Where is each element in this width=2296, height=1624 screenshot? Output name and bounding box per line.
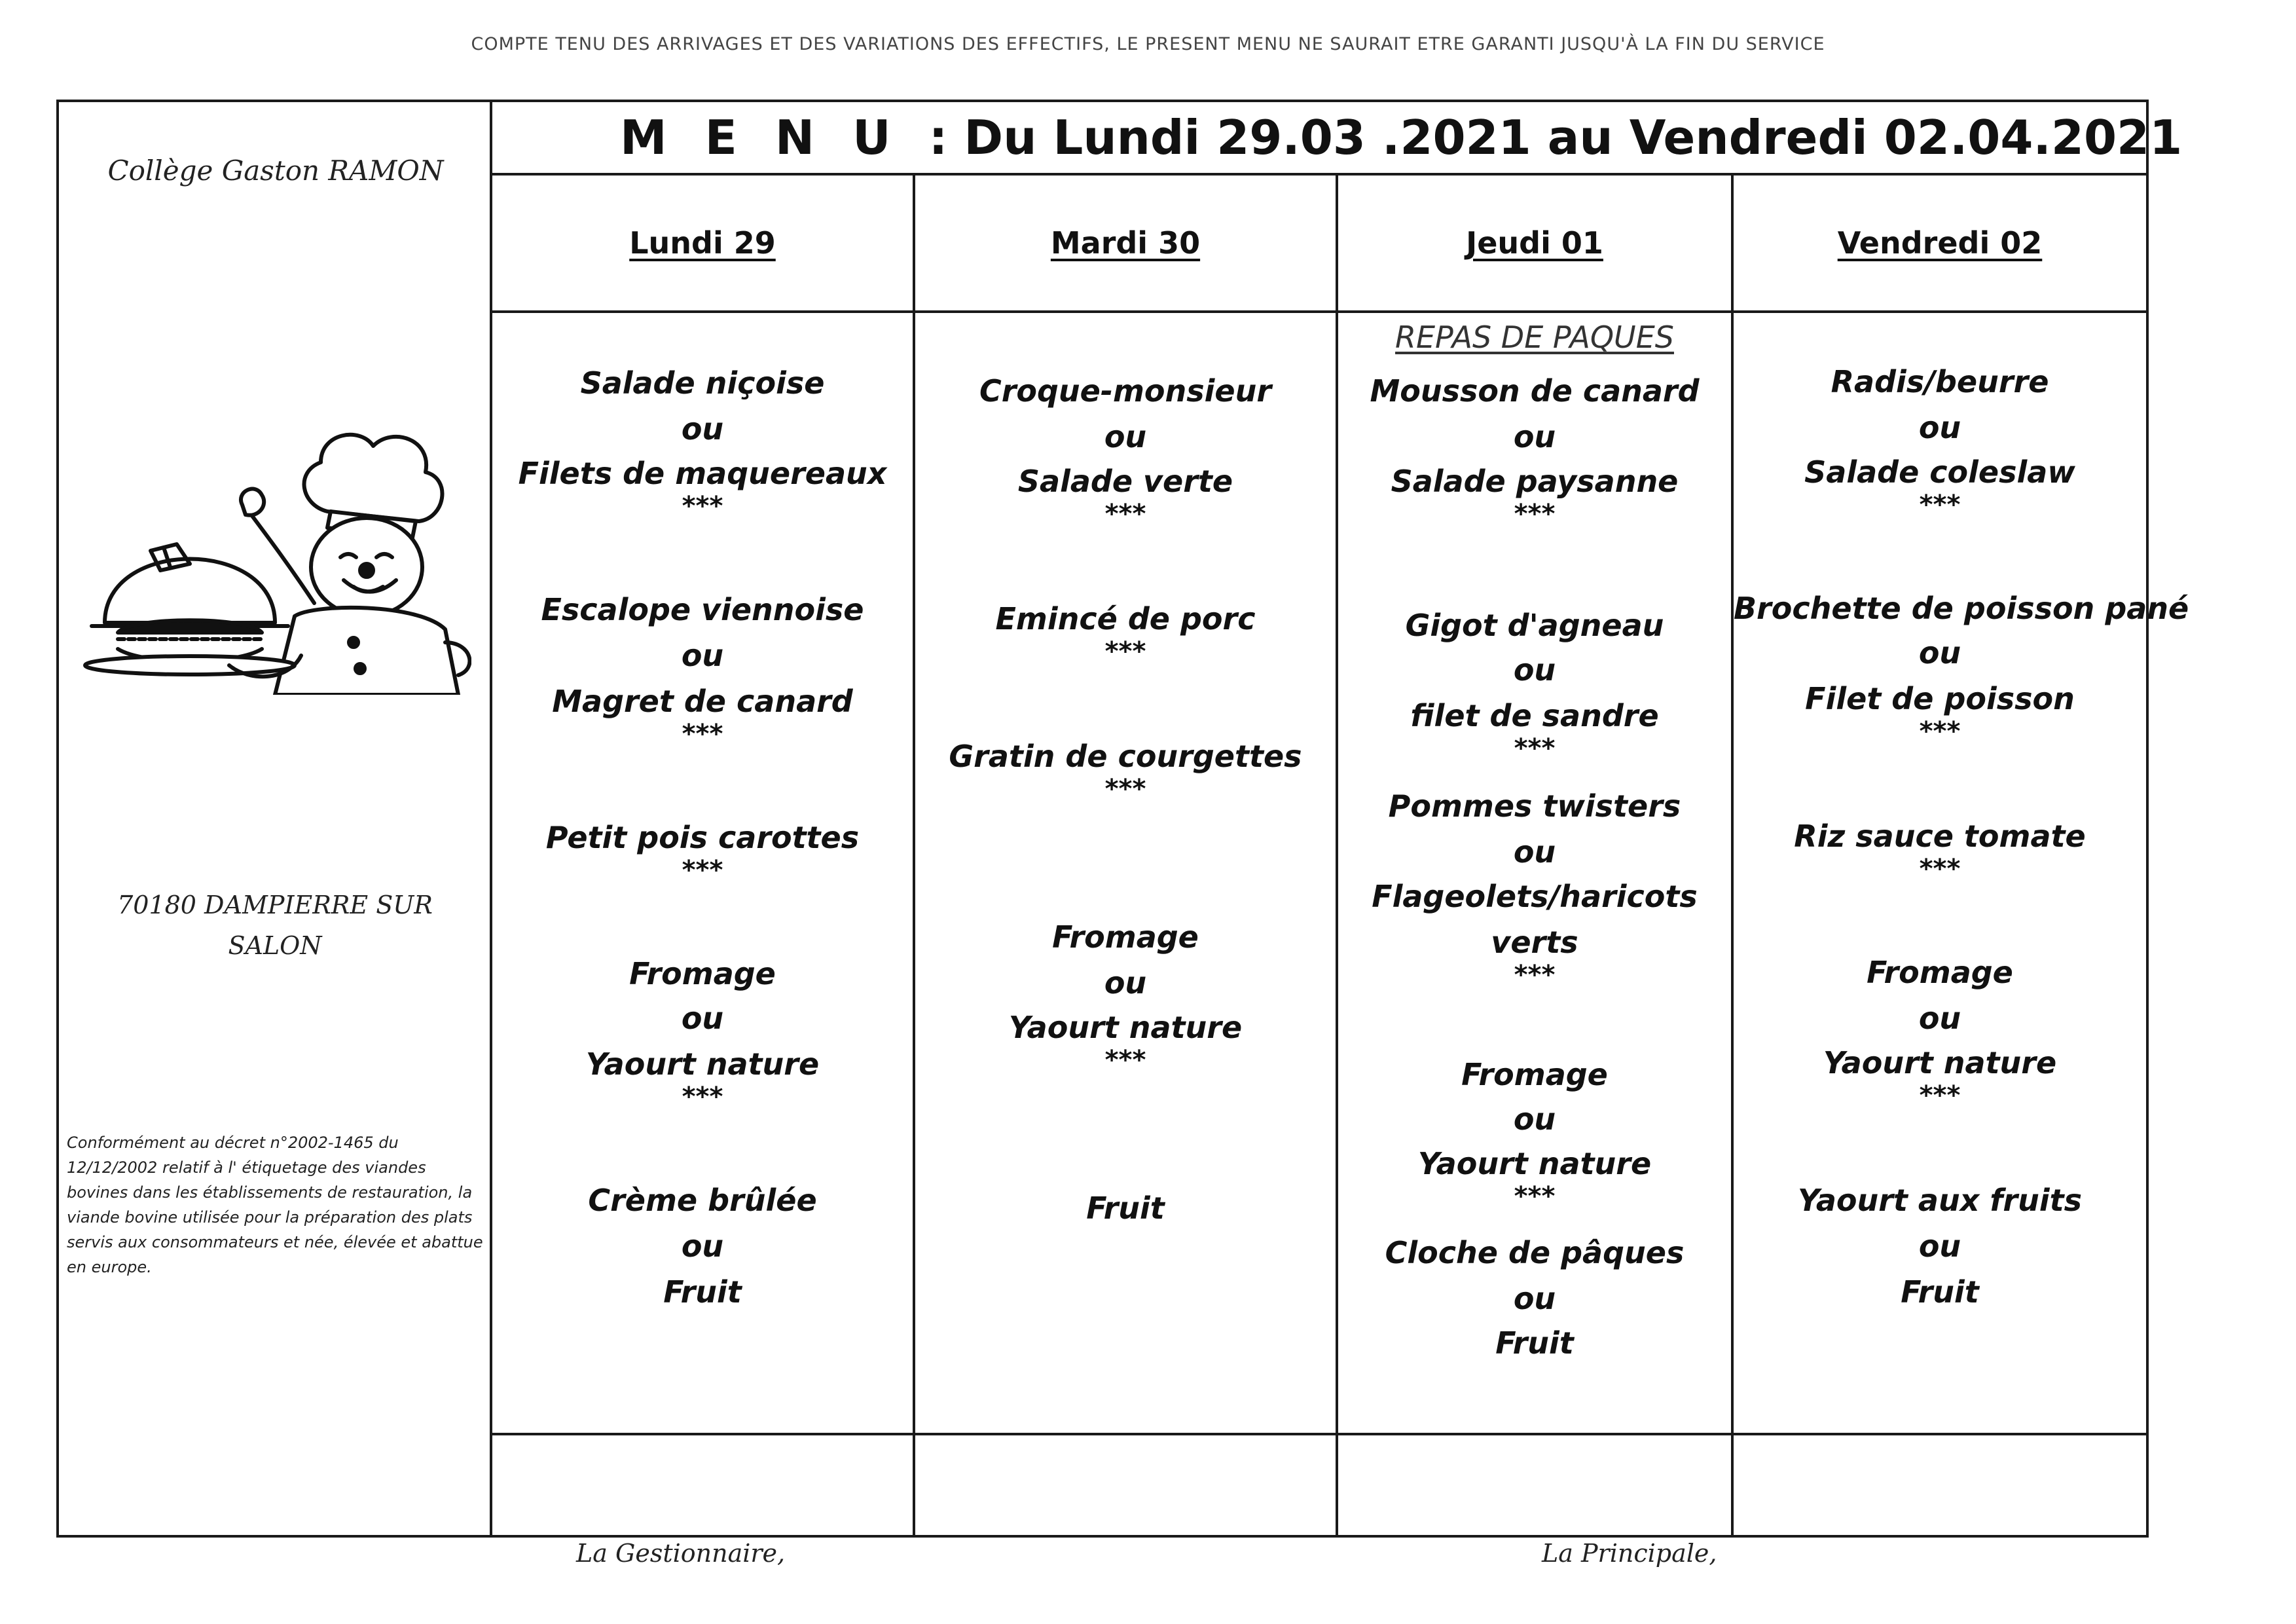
menu-item: Croque-monsieur: [979, 373, 1272, 409]
menu-item: Yaourt aux fruits: [1798, 1183, 2082, 1218]
course-separator: ***: [1514, 1181, 1556, 1211]
choice-connector: ou: [1918, 410, 1961, 445]
special-meal-label: REPAS DE PAQUES: [1395, 320, 1674, 355]
menu-item: Riz sauce tomate: [1794, 819, 2086, 854]
menu-item: Salade paysanne: [1391, 464, 1679, 499]
menu-item: Petit pois carottes: [545, 820, 860, 855]
choice-connector: ou: [681, 638, 724, 673]
menu-item: Cloche de pâques: [1385, 1235, 1685, 1270]
choice-connector: ou: [681, 411, 724, 447]
menu-item: Mousson de canard: [1370, 373, 1700, 409]
menu-item: Crème brûlée: [588, 1183, 817, 1218]
school-sidebar: [59, 102, 492, 1535]
course-separator: ***: [1919, 854, 1961, 884]
menu-item: Fromage: [1867, 955, 2013, 990]
day-items: [915, 320, 1336, 1433]
course-separator: ***: [682, 1082, 723, 1112]
empty-footer-cell: [915, 1433, 1336, 1535]
day-column-jeudi: [1338, 175, 1734, 1535]
course-separator: ***: [682, 719, 723, 749]
menu-item: Fruit: [1086, 1190, 1165, 1226]
day-name: Vendredi 02: [1837, 225, 2043, 261]
menu-item: Yaourt nature: [1823, 1045, 2057, 1080]
course-separator: ***: [1919, 1080, 1961, 1111]
menu-item: Salade niçoise: [580, 365, 825, 401]
menu-item: Salade verte: [1017, 464, 1233, 499]
chef-illustration-icon: [79, 407, 471, 695]
course-separator: ***: [1514, 499, 1556, 529]
day-column-mardi: [915, 175, 1338, 1535]
menu-title: [492, 102, 2183, 175]
menu-word: MENU: [620, 110, 929, 165]
day-items: [1338, 320, 1731, 1433]
day-header: [1338, 175, 1731, 313]
menu-item: Filets de maquereaux: [518, 456, 887, 491]
choice-connector: ou: [1104, 419, 1147, 454]
menu-item: Radis/beurre: [1831, 364, 2049, 399]
menu-item: Fruit: [663, 1274, 742, 1310]
menu-item: Escalope viennoise: [541, 592, 864, 627]
menu-item: Fromage: [1461, 1057, 1608, 1092]
menu-item: Fruit: [1495, 1325, 1574, 1361]
course-separator: ***: [1104, 774, 1146, 804]
day-header: [915, 175, 1336, 313]
menu-item: Gigot d'agneau: [1405, 608, 1664, 643]
day-header: [1734, 175, 2146, 313]
choice-connector: ou: [1513, 419, 1556, 454]
course-separator: ***: [682, 855, 723, 885]
choice-connector: ou: [1918, 1228, 1961, 1264]
empty-footer-cell: [492, 1433, 913, 1535]
menu-period: : Du Lundi 29.03 .2021 au Vendredi 02.04.2021: [928, 110, 2183, 165]
menu-item: Gratin de courgettes: [949, 739, 1302, 774]
menu-item: verts: [1491, 925, 1578, 960]
decret-notice: Conformément au décret n°2002-1465 du 12/12/2002 relatif à l' étiquetage des viandes bovines dans les établissements de restauration, la viande bovine utilisée pour la préparation des plats servis aux consommateurs et née, élevée et abattue en europe.: [67, 1134, 483, 1276]
menu-item: Pommes twisters: [1388, 788, 1681, 824]
course-separator: ***: [1514, 733, 1556, 764]
course-separator: ***: [1104, 637, 1146, 667]
menu-item: Brochette de poisson pané: [1734, 591, 2189, 626]
course-separator: ***: [1104, 1045, 1146, 1075]
empty-footer-cell: [1734, 1433, 2146, 1535]
menu-item: Yaourt nature: [585, 1046, 820, 1082]
menu-grid: [492, 175, 2189, 1535]
menu-item: Filet de poisson: [1805, 681, 2075, 716]
day-header: [492, 175, 913, 313]
menu-item: Flageolets/haricots: [1372, 879, 1698, 914]
day-column-vendredi: [1734, 175, 2189, 1535]
day-name: Lundi 29: [629, 225, 776, 261]
choice-connector: ou: [1513, 1101, 1556, 1137]
day-name: Jeudi 01: [1466, 225, 1603, 261]
school-address: [79, 885, 471, 966]
choice-connector: ou: [1513, 652, 1556, 688]
day-name: Mardi 30: [1050, 225, 1201, 261]
choice-connector: ou: [1918, 1001, 1961, 1036]
choice-connector: ou: [681, 1001, 724, 1036]
course-separator: ***: [1919, 716, 1961, 747]
menu-frame: [56, 100, 2189, 1538]
course-separator: ***: [682, 491, 723, 521]
day-items: [1734, 320, 2189, 1433]
choice-connector: ou: [1513, 834, 1556, 870]
address-line-1: 70180 DAMPIERRE SUR: [117, 891, 433, 919]
day-column-lundi: [492, 175, 915, 1535]
day-items: [492, 320, 913, 1433]
menu-item: filet de sandre: [1410, 698, 1659, 733]
menu-item: Fruit: [1901, 1274, 1979, 1310]
menu-item: Fromage: [1052, 919, 1199, 955]
choice-connector: ou: [1513, 1281, 1556, 1316]
menu-item: Salade coleslaw: [1804, 454, 2075, 490]
school-name: Collège Gaston RAMON: [107, 155, 444, 187]
menu-item: Magret de canard: [552, 684, 853, 719]
choice-connector: ou: [681, 1228, 724, 1264]
menu-item: Fromage: [629, 956, 776, 991]
disclaimer-text: COMPTE TENU DES ARRIVAGES ET DES VARIATIONS DES EFFECTIFS, LE PRESENT MENU NE SAURAIT ETRE GARANTI JUSQU'À LA FIN DU SERVICE: [471, 34, 1825, 54]
signature-gestionnaire: La Gestionnaire,: [576, 1539, 786, 1568]
choice-connector: ou: [1918, 635, 1961, 671]
address-line-2: SALON: [228, 931, 322, 960]
empty-footer-cell: [1338, 1433, 1731, 1535]
menu-item: Yaourt nature: [1008, 1010, 1243, 1045]
course-separator: ***: [1919, 490, 1961, 520]
course-separator: ***: [1104, 499, 1146, 529]
menu-item: Emincé de porc: [995, 601, 1256, 637]
menu-item: Yaourt nature: [1417, 1146, 1652, 1181]
course-separator: ***: [1514, 960, 1556, 990]
choice-connector: ou: [1104, 965, 1147, 1001]
signature-principale: La Principale,: [1542, 1539, 1717, 1568]
